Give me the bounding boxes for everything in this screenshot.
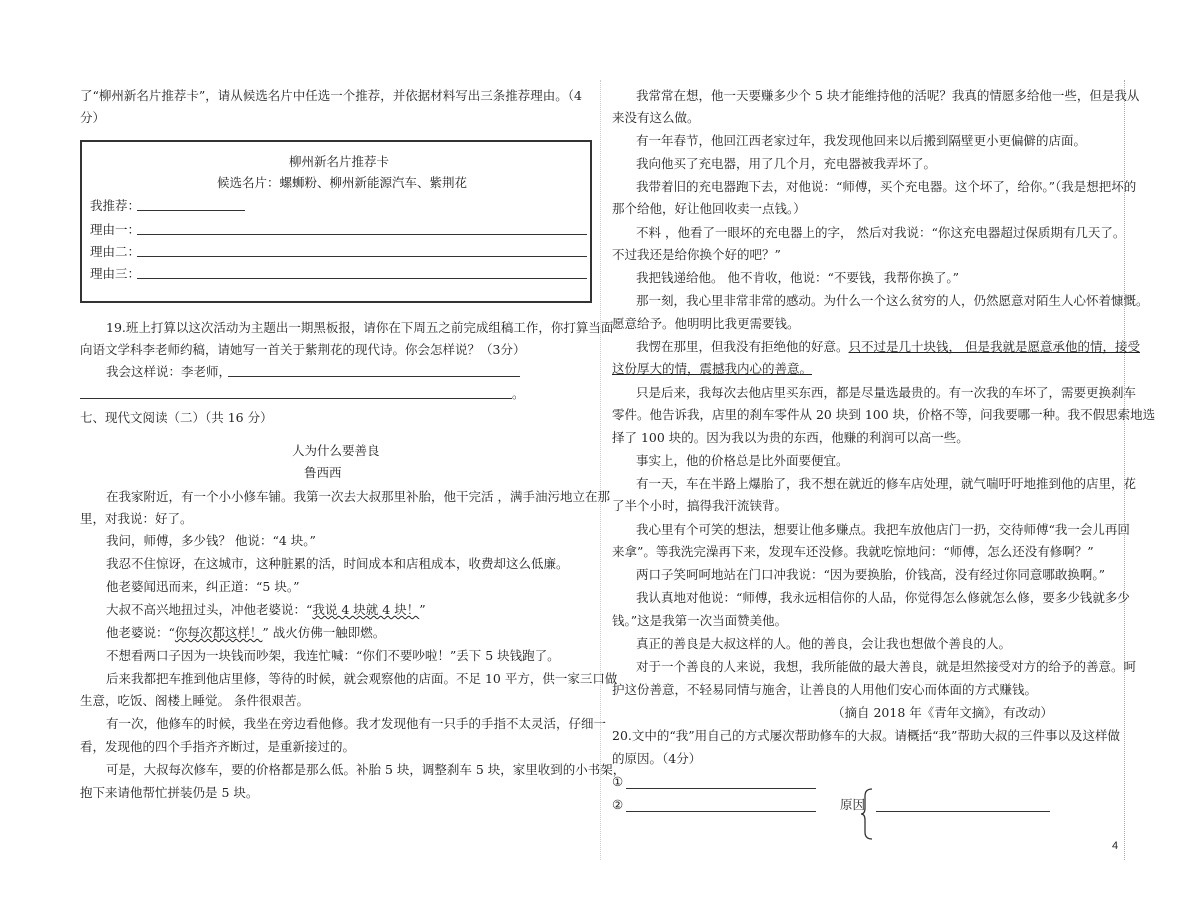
r-para-6: 我把钱递给他。 他不肯收，他说：“不要钱，我帮你换了。” xyxy=(636,270,960,285)
r-para-1a: 我常常在想，他一天要赚多少个 5 块才能维持他的活呢？我真的情愿多给他一些，但是我从 xyxy=(636,88,1140,103)
r-para-7b: 愿意给予。他明明比我更需要钱。 xyxy=(612,316,800,331)
reason-3-blank[interactable] xyxy=(137,278,587,279)
reason-2-blank[interactable] xyxy=(137,256,587,257)
r-para-2: 有一年春节，他回江西老家过年，我发现他回来以后搬到隔壁更小更偏僻的店面。 xyxy=(636,133,1087,148)
para-8a: 后来我都把车推到他店里修，等待的时候，就会观察他的店面。不足 10 平方，供一家三口做 xyxy=(106,671,618,686)
r-para-1b: 来没有这么做。 xyxy=(612,110,700,125)
para-5-quote: 我说 4 块就 4 块！ xyxy=(312,602,420,617)
r-para-10: 事实上，他的价格总是比外面要便宜。 xyxy=(636,453,849,468)
para-4: 他老婆闻迅而来，纠正道：“5 块。” xyxy=(106,579,300,594)
intro-line-2: 分） xyxy=(80,110,106,125)
r-para-3: 我向他买了充电器，用了几个月，充电器被我弄坏了。 xyxy=(636,156,937,171)
recommend-card xyxy=(80,140,592,303)
right-dotted-margin xyxy=(1124,80,1125,860)
r-para-9b: 零件。他告诉我，店里的刹车零件从 20 块到 100 块，价格不等，问我要哪一种。我不假思索地选 xyxy=(612,407,1156,422)
r-para-5b: 不过我还是给你换个好的吧？” xyxy=(612,247,781,262)
recommend-blank[interactable] xyxy=(137,210,245,211)
r-para-14a: 我认真地对他说：“师傅，我永远相信你的人品，你觉得怎么修就怎么修，要多少钱就多少 xyxy=(636,590,1130,605)
q19-answer-blank-1[interactable] xyxy=(228,376,520,377)
r-para-5a: 不料 ，他看了一眼坏的充电器上的字， 然后对我说：“你这充电器超过保质期有几天了。 xyxy=(636,225,1126,240)
section-heading: 七、现代文阅读（二）（共 16 分） xyxy=(80,410,273,425)
r-para-13: 两口子笑呵呵地站在门口冲我说：“因为要换胎，价钱高，没有经过你同意哪敢换啊。” xyxy=(636,567,1106,582)
para-1a: 在我家附近，有一个小小修车铺。我第一次去大叔那里补胎，他干完活 ，满手油污地立在那 xyxy=(106,489,610,504)
r-para-8b: 这份厚大的情，震撼我内心的善意。 xyxy=(612,361,813,376)
underlined-sentence: 只不过是几十块钱， 但是我就是愿意承他的情，接受 xyxy=(848,339,1140,354)
q19-end: 。 xyxy=(512,386,525,401)
q20-line-1: 20.文中的“我”用自己的方式屡次帮助修车的大叔。请概括“我”帮助大叔的三件事以及这样做 xyxy=(612,728,1120,743)
answer-1-marker: ① xyxy=(612,774,624,789)
para-3: 我忍不住惊讶，在这城市，这种脏累的活，时间成本和店租成本，收费却这么低廉。 xyxy=(106,556,569,571)
q19-line-2: 向语文学科李老师约稿，请她写一首关于紫荆花的现代诗。你会怎样说？（3分） xyxy=(80,342,526,357)
r-para-15: 真正的善良是大叔这样的人。他的善良，会让我也想做个善良的人。 xyxy=(636,636,1012,651)
para-9b: 看，发现他的四个手指齐齐断过，是重新接过的。 xyxy=(80,739,356,754)
r-para-9c: 择了 100 块的。因为我以为贵的东西，他赚的利润可以高一些。 xyxy=(612,430,969,445)
r-para-11a: 有一天，车在半路上爆胎了，我不想在就近的修车店处理，就气喘吁吁地推到他的店里，花 xyxy=(636,476,1137,491)
r-para-8a: 我愣在那里，但我没有拒绝他的好意。只不过是几十块钱， 但是我就是愿意承他的情，接受 xyxy=(636,339,1140,354)
r-para-14b: 钱。”这是我第一次当面赞美他。 xyxy=(612,613,788,628)
para-5: 大叔不高兴地扭过头，冲他老婆说：“我说 4 块就 4 块！” xyxy=(106,602,426,617)
reason-label: 原因 xyxy=(840,797,866,812)
intro-line-1: 了“柳州新名片推荐卡”，请从候选名片中任选一个推荐，并依据材料写出三条推荐理由。（4 xyxy=(80,88,582,103)
r-para-16a: 对于一个善良的人来说，我想，我所能做的最大善良，就是坦然接受对方的给予的善意。呵 xyxy=(636,659,1137,674)
r-para-12b: 来拿”。等我洗完澡再下来，发现车还没修。我就吃惊地问：“师傅，怎么还没有修啊？” xyxy=(612,544,1094,559)
q19-line-3: 我会这样说：李老师， xyxy=(106,364,232,379)
r-para-16b: 护这份善意，不轻易同情与施舍，让善良的人用他们安心而体面的方式赚钱。 xyxy=(612,682,1038,697)
q19-answer-blank-2[interactable] xyxy=(80,398,512,399)
para-6-quote: 你每次都这样！ xyxy=(174,625,263,640)
q19-line-1: 19.班上打算以这次活动为主题出一期黑板报，请你在下周五之前完成组稿工作，你打算当面 xyxy=(106,320,614,335)
card-candidates: 候选名片：螺蛳粉、柳州新能源汽车、紫荆花 xyxy=(217,175,468,190)
page-number: 4 xyxy=(1112,840,1119,852)
card-recommend-label: 我推荐： xyxy=(90,198,141,213)
source-note: （摘自 2018 年《青年文摘》，有改动） xyxy=(832,705,1054,720)
r-para-7a: 那一刻，我心里非常非常的感动。为什么一个这么贫穷的人，仍然愿意对陌生人心怀着慷慨。 xyxy=(636,293,1149,308)
reason-1-blank[interactable] xyxy=(137,234,587,235)
answer-1-blank[interactable] xyxy=(626,788,816,789)
answer-2-marker: ② xyxy=(612,797,624,812)
r-para-4b: 那个给他，好让他回收卖一点钱。） xyxy=(612,201,806,216)
para-10a: 可是，大叔每次修车，要的价格都是那么低。补胎 5 块，调整刹车 5 块，家里收到的小书架， xyxy=(106,762,626,777)
r-para-12a: 我心里有个可笑的想法，想要让他多赚点。我把车放他店门一扔，交待师傅“我一会儿再回 xyxy=(636,522,1130,537)
brace-icon xyxy=(860,788,874,840)
r-para-9a: 只是后来，我每次去他店里买东西，都是尽量选最贵的。有一次我的车坏了，需要更换刹车 xyxy=(636,385,1137,400)
para-7: 不想看两口子因为一块钱而吵架，我连忙喊：“你们不要吵啦！”丢下 5 块钱跑了。 xyxy=(106,648,560,663)
para-6: 他老婆说：“你每次都这样！” 战火仿佛一触即燃。 xyxy=(106,625,386,640)
article-title: 人为什么要善良 xyxy=(292,443,380,458)
para-1b: 里，对我说：好了。 xyxy=(80,511,193,526)
para-8b: 生意，吃饭、阁楼上睡觉。 条件很艰苦。 xyxy=(80,693,309,708)
answer-2-blank[interactable] xyxy=(626,811,816,812)
para-2: 我问，师傅，多少钱？ 他说：“4 块。” xyxy=(106,533,316,548)
article-author: 鲁西西 xyxy=(304,465,342,480)
center-dotted-divider xyxy=(600,80,601,860)
reason-blank[interactable] xyxy=(876,811,1050,812)
r-para-4a: 我带着旧的充电器跑下去，对他说：“师傅，买个充电器。这个坏了，给你。”（我是想把坏的 xyxy=(636,179,1137,194)
r-para-11b: 了半个小时，搞得我汗流铗背。 xyxy=(612,498,788,513)
card-reason-1: 理由一： xyxy=(90,222,141,237)
card-title: 柳州新名片推荐卡 xyxy=(289,154,390,169)
para-10b: 抱下来请他帮忙拼装仍是 5 块。 xyxy=(80,785,259,800)
q20-line-2: 的原因。（4分） xyxy=(612,751,702,766)
card-reason-3: 理由三： xyxy=(90,266,141,281)
card-reason-2: 理由二： xyxy=(90,244,141,259)
para-9a: 有一次，他修车的时候，我坐在旁边看他修。我才发现他有一只手的手指不太灵活，仔细一 xyxy=(106,716,607,731)
